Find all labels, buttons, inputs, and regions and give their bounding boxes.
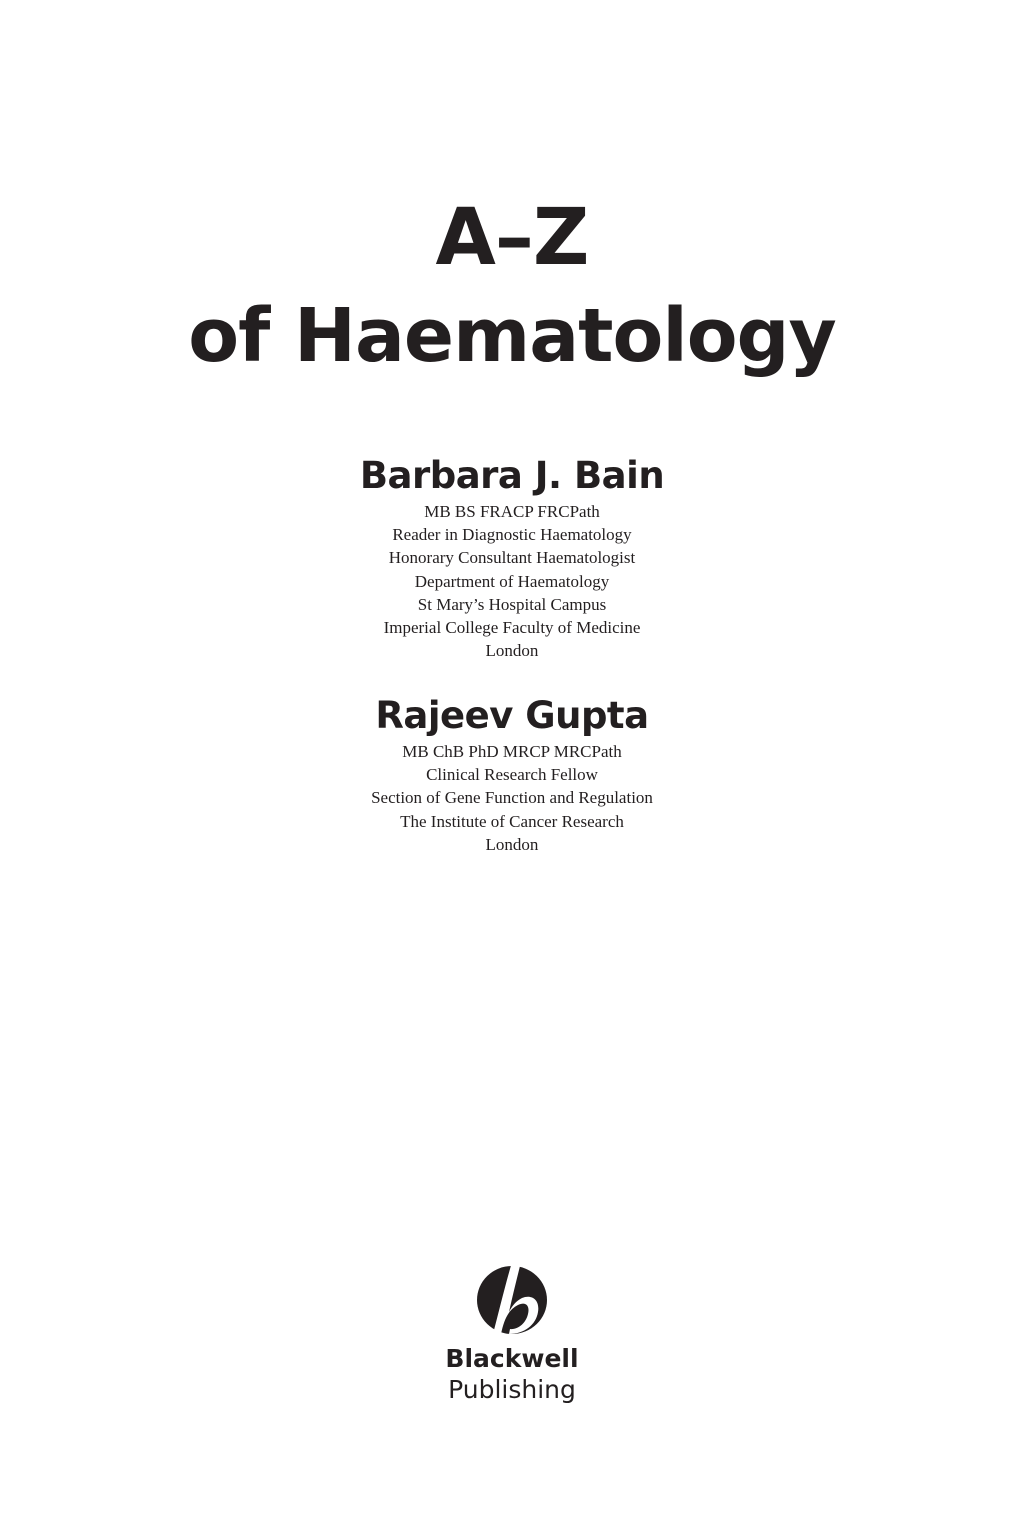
- book-title-line-1: A–Z: [435, 193, 589, 283]
- author-name: Rajeev Gupta: [375, 694, 649, 737]
- author-credential-line: MB ChB PhD MRCP MRCPath: [402, 742, 622, 761]
- author-block-1: [0, 452, 1024, 662]
- author-credential-line: Section of Gene Function and Regulation: [371, 788, 653, 808]
- author-credential-line: Department of Haematology: [414, 571, 610, 591]
- author-credential-line: Reader in Diagnostic Haematology: [392, 525, 632, 545]
- book-title-line-2: of Haematology: [188, 293, 836, 379]
- blackwell-b-logo-icon: [472, 1256, 552, 1338]
- author-credential-line: MB BS FRACP FRCPath: [424, 502, 600, 521]
- author-block-2: [0, 692, 1024, 856]
- author-name: Barbara J. Bain: [359, 454, 665, 497]
- author-credential-line: London: [485, 641, 539, 661]
- publisher-name: Blackwell: [445, 1344, 579, 1373]
- author-credential-line: Clinical Research Fellow: [426, 765, 598, 785]
- author-credential-line: Honorary Consultant Haematologist: [388, 548, 636, 568]
- publisher-block: [0, 1256, 1024, 1406]
- publisher-subtitle: Publishing: [448, 1375, 576, 1404]
- author-credential-line: Imperial College Faculty of Medicine: [383, 618, 641, 638]
- author-credential-line: The Institute of Cancer Research: [400, 811, 624, 831]
- author-credential-line: London: [485, 834, 539, 854]
- author-credential-line: St Mary’s Hospital Campus: [417, 594, 607, 614]
